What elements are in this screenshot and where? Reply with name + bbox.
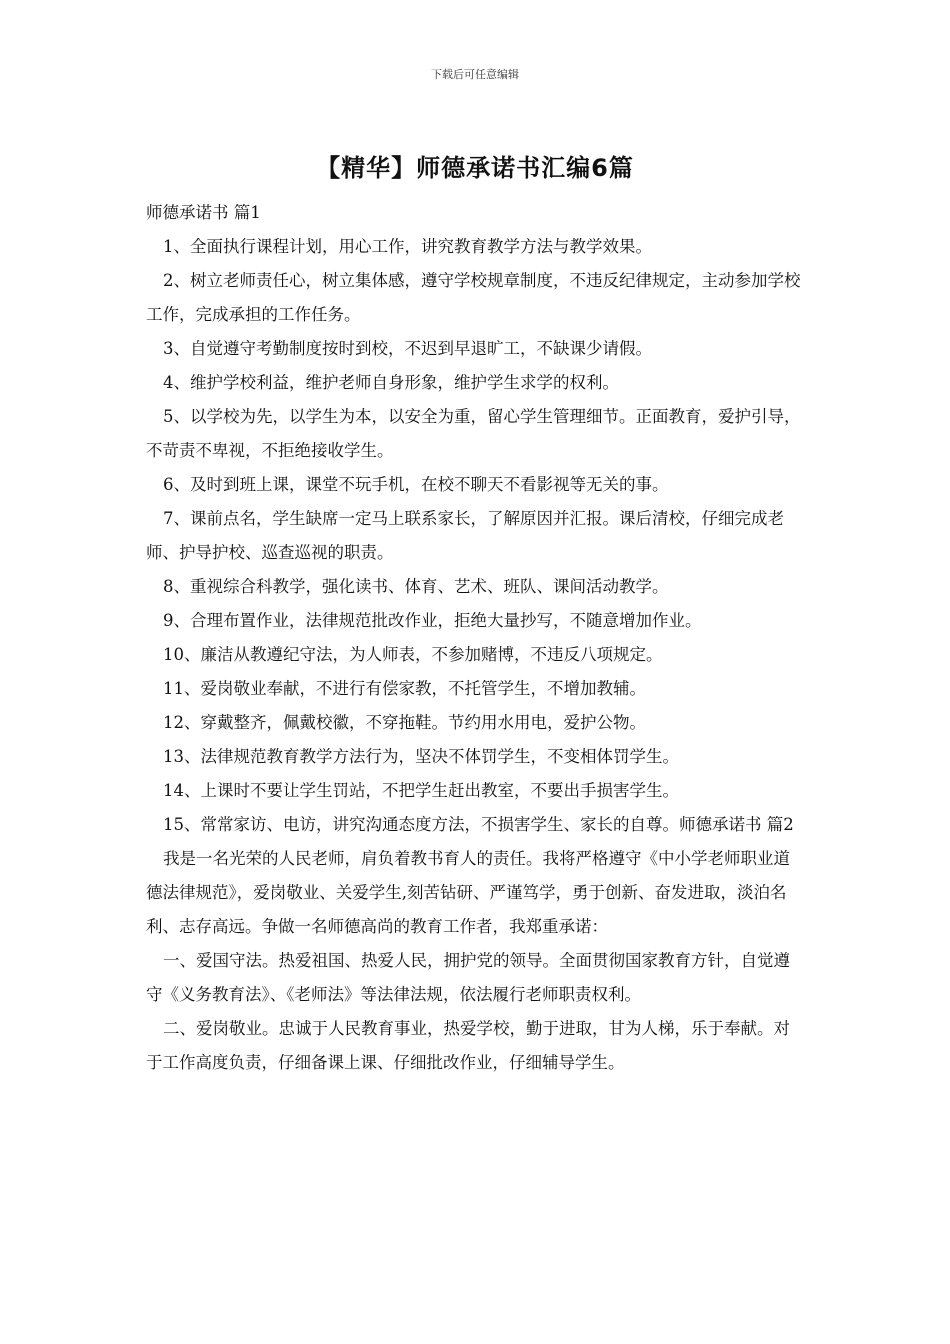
list-item: 5、以学校为先，以学生为本，以安全为重，留心学生管理细节。正面教育，爱护引导，不苛责不卑视，不拒绝接收学生。 <box>146 407 801 460</box>
list-item: 12、穿戴整齐，佩戴校徽，不穿拖鞋。节约用水用电，爱护公物。 <box>163 713 646 732</box>
paragraph: 我是一名光荣的人民老师，肩负着教书育人的责任。我将严格遵守《中小学老师职业道德法律规范》，爱岗敬业、关爱学生,刻苦钻研、严谨笃学，勇于创新、奋发进取，淡泊名利、志存高远。争做一名师德高尚的教育工作者，我郑重承诺： <box>146 849 790 936</box>
document-body <box>146 196 806 1080</box>
list-item: 二、爱岗敬业。忠诚于人民教育事业，热爱学校，勤于进取，甘为人梯，乐于奉献。对于工作高度负责，仔细备课上课、仔细批改作业，仔细辅导学生。 <box>146 1019 790 1072</box>
list-item: 9、合理布置作业，法律规范批改作业，拒绝大量抄写，不随意增加作业。 <box>163 611 702 630</box>
section-heading: 师德承诺书 篇1 <box>146 203 261 222</box>
header-note: 下载后可任意编辑 <box>431 68 519 81</box>
list-item: 11、爱岗敬业奉献，不进行有偿家教，不托管学生，不增加教辅。 <box>163 679 646 698</box>
list-item: 一、爱国守法。热爱祖国、热爱人民，拥护党的领导。全面贯彻国家教育方针，自觉遵守《义务教育法》、《老师法》等法律法规，依法履行老师职责权利。 <box>146 951 790 1004</box>
list-item: 4、维护学校利益，维护老师自身形象，维护学生求学的权利。 <box>163 373 619 392</box>
list-item: 6、及时到班上课，课堂不玩手机，在校不聊天不看影视等无关的事。 <box>163 475 669 494</box>
list-item: 2、树立老师责任心，树立集体感，遵守学校规章制度，不违反纪律规定，主动参加学校工作，完成承担的工作任务。 <box>146 271 801 324</box>
list-item: 7、课前点名，学生缺席一定马上联系家长，了解原因并汇报。课后清校，仔细完成老师、护导护校、巡查巡视的职责。 <box>146 509 784 562</box>
document-title: 【精华】师德承诺书汇编6篇 <box>316 154 634 182</box>
list-item: 15、常常家访、电访，讲究沟通态度方法，不损害学生、家长的自尊。师德承诺书 篇2 <box>163 815 794 834</box>
list-item: 8、重视综合科教学，强化读书、体育、艺术、班队、课间活动教学。 <box>163 577 669 596</box>
list-item: 1、全面执行课程计划，用心工作，讲究教育教学方法与教学效果。 <box>163 237 652 256</box>
list-item: 3、自觉遵守考勤制度按时到校，不迟到早退旷工，不缺课少请假。 <box>163 339 652 358</box>
list-item: 10、廉洁从教遵纪守法，为人师表，不参加赌博，不违反八项规定。 <box>163 645 663 664</box>
list-item: 13、法律规范教育教学方法行为，坚决不体罚学生，不变相体罚学生。 <box>163 747 679 766</box>
list-item: 14、上课时不要让学生罚站，不把学生赶出教室，不要出手损害学生。 <box>163 781 679 800</box>
